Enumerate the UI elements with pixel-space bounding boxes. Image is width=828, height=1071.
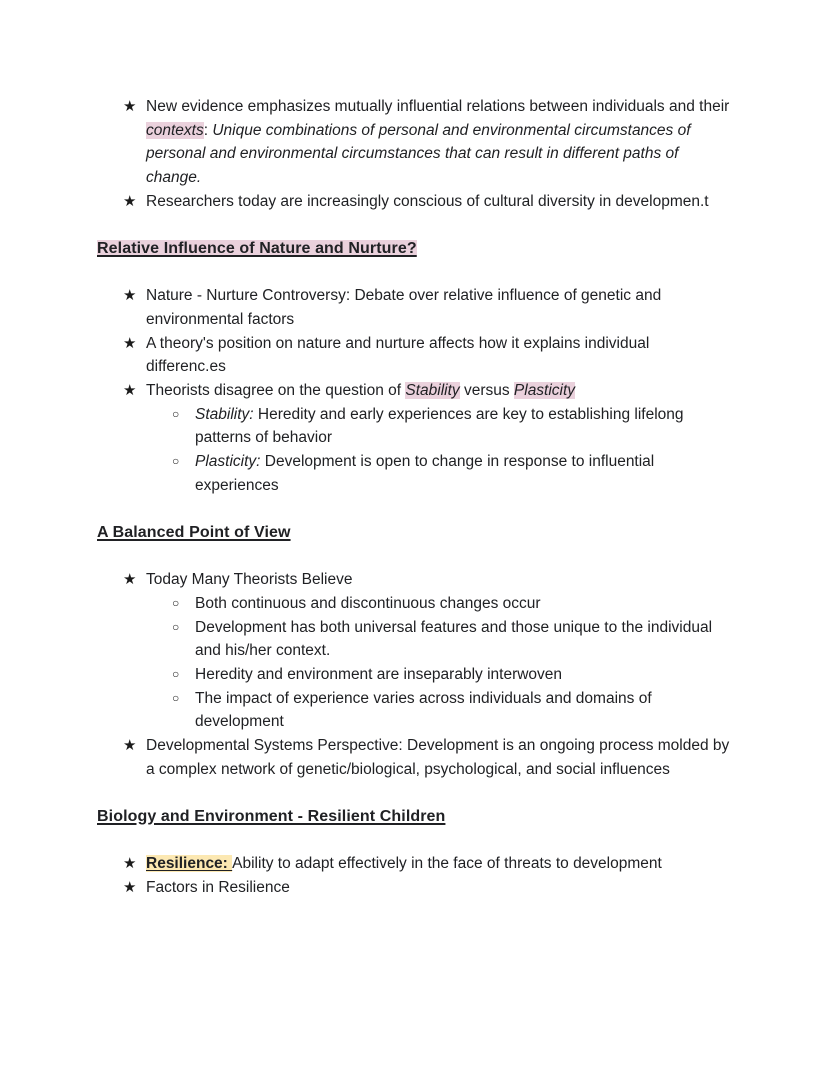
bullet-text [146,379,732,403]
bullet-item [97,876,732,900]
bullet-item [97,332,732,379]
text-segment: Biology and Environment - Resilient Children [97,807,446,825]
sub-bullet-item [97,687,732,734]
circle-bullet-icon: ○ [172,667,180,682]
star-bullet-icon: ★ [123,878,137,896]
circle-bullet-icon: ○ [172,619,180,634]
bullet-item [97,379,732,403]
text-segment: Plasticity [513,382,576,400]
text-segment: Development has both universal features and those unique to the individual and his/her context. [195,618,713,660]
star-bullet-icon: ★ [123,287,137,305]
text-segment: A Balanced Point of View [97,523,291,541]
circle-bullet-icon: ○ [172,690,180,705]
star-bullet-icon: ★ [123,334,137,352]
circle-bullet-icon: ○ [172,595,180,610]
text-segment: Plasticity: [195,453,261,471]
bullet-text [146,876,732,900]
text-segment: Stability [405,382,460,400]
star-bullet-icon: ★ [123,737,137,755]
text-segment: : [203,121,213,139]
section-heading [97,805,732,829]
sub-bullet-item [97,592,732,616]
sub-bullet-item [97,403,732,450]
bullet-item [97,734,732,781]
section-heading [97,521,732,545]
bullet-item [97,284,732,331]
bullet-text [195,687,732,734]
text-segment: Researchers today are increasingly conscious of cultural diversity in developmen.t [146,192,709,210]
bullet-item [97,568,732,592]
text-segment: versus [459,382,514,400]
bullet-text [195,450,732,497]
bullet-text [195,616,732,663]
star-bullet-icon: ★ [123,855,137,873]
text-segment: Relative Influence of Nature and Nurture? [97,239,417,257]
bullet-item [97,190,732,214]
text-segment: contexts [146,121,204,139]
text-segment: New evidence emphasizes mutually influential relations between individuals and their [146,98,730,115]
text-segment: A theory's position on nature and nurture affects how it explains individual differenc.es [146,334,650,376]
text-segment: Stability: [195,405,254,423]
sub-bullet-item [97,616,732,663]
bullet-text [146,284,732,331]
text-segment: Both continuous and discontinuous changes occur [195,594,541,612]
star-bullet-icon: ★ [123,382,137,400]
bullet-text [146,190,732,214]
bullet-text [146,568,732,592]
star-bullet-icon: ★ [123,571,137,589]
text-segment: Heredity and early experiences are key to establishing lifelong patterns of behavior [195,405,684,447]
text-segment: Ability to adapt effectively in the face of threats to development [232,855,662,873]
document-content [97,95,732,900]
text-segment: Today Many Theorists Believe [146,571,353,589]
bullet-item [97,852,732,876]
star-bullet-icon: ★ [123,192,137,210]
text-segment: Heredity and environment are inseparably interwoven [195,666,563,684]
text-segment: Development is open to change in response to influential experiences [195,453,655,494]
text-segment: Developmental Systems Perspective: Development is an ongoing process molded by a complex network of genetic/biological, psychological, and social influences [146,737,730,778]
text-segment: The impact of experience varies across individuals and domains of development [195,689,652,731]
text-segment: Factors in Resilience [146,878,290,896]
circle-bullet-icon: ○ [172,454,180,469]
section-heading [97,237,732,261]
circle-bullet-icon: ○ [172,406,180,421]
bullet-text [146,332,732,379]
bullet-text [146,95,732,190]
text-segment: Unique combinations of personal and environmental circumstances of personal and environmental circumstances that can result in different paths of change. [146,121,691,187]
bullet-text [146,852,732,876]
sub-bullet-item [97,663,732,687]
star-bullet-icon: ★ [123,98,137,115]
text-segment: Theorists disagree on the question of [146,382,406,400]
bullet-text [195,663,732,687]
text-segment: Resilience: [146,855,233,873]
bullet-text [195,403,732,450]
bullet-item [97,95,732,190]
text-segment: Nature - Nurture Controversy: Debate over relative influence of genetic and environmental factors [146,287,662,328]
sub-bullet-item [97,450,732,497]
bullet-text [195,592,732,616]
bullet-text [146,734,732,781]
